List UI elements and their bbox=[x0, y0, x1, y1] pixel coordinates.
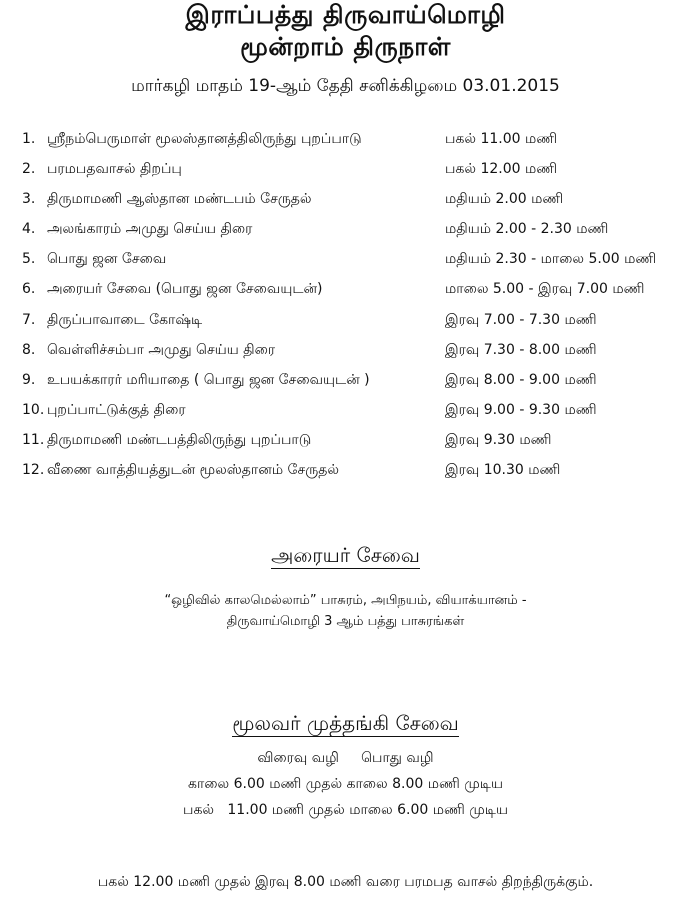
schedule-row bbox=[0, 432, 691, 462]
schedule-number: 6. bbox=[22, 281, 36, 298]
schedule-time: பகல் 11.00 மணி bbox=[445, 131, 558, 147]
schedule-time: மதியம் 2.30 - மாலை 5.00 மணி bbox=[445, 251, 657, 268]
schedule-time: பகல் 12.00 மணி bbox=[445, 161, 558, 178]
title-line-1: இராப்பத்து திருவாய்மொழி bbox=[185, 0, 506, 29]
schedule-row bbox=[0, 131, 691, 161]
schedule-time: இரவு 8.00 - 9.00 மணி bbox=[445, 371, 597, 388]
schedule-number: 2. bbox=[22, 161, 36, 178]
schedule-event: உபயக்காரர் மரியாதை ( பொது ஜன சேவையுடன் ) bbox=[47, 371, 370, 388]
araiyar-sevai-heading: அரையர் சேவை bbox=[271, 543, 420, 567]
schedule-event: புறப்பாட்டுக்குத் திரை bbox=[47, 401, 186, 418]
schedule-number: 7. bbox=[22, 311, 36, 328]
schedule-row bbox=[0, 312, 691, 342]
schedule-time: மதியம் 2.00 மணி bbox=[445, 191, 564, 208]
schedule-number: 12. bbox=[22, 462, 45, 479]
footer-note: பகல் 12.00 மணி முதல் இரவு 8.00 மணி வரை பரமபத வாசல் திறந்திருக்கும். bbox=[97, 874, 594, 890]
schedule-row bbox=[0, 251, 691, 281]
schedule-time: இரவு 10.30 மணி bbox=[445, 462, 561, 479]
schedule-row bbox=[0, 161, 691, 191]
schedule-row bbox=[0, 221, 691, 251]
schedule-number: 1. bbox=[22, 131, 36, 147]
schedule-list bbox=[0, 131, 691, 501]
moolavar-queue-types: விரைவு வழி பொது வழி bbox=[257, 750, 434, 766]
schedule-time: இரவு 7.00 - 7.30 மணி bbox=[445, 311, 597, 328]
schedule-number: 8. bbox=[22, 341, 36, 358]
schedule-number: 11. bbox=[22, 431, 45, 448]
schedule-event: வெள்ளிச்சம்பா அமுது செய்ய திரை bbox=[47, 341, 276, 358]
moolavar-day-timing: பகல் 11.00 மணி முதல் மாலை 6.00 மணி முடிய bbox=[183, 802, 508, 818]
schedule-row bbox=[0, 462, 691, 492]
schedule-number: 10. bbox=[22, 401, 45, 418]
moolavar-sevai-heading: மூலவர் முத்தங்கி சேவை bbox=[232, 711, 459, 735]
schedule-number: 4. bbox=[22, 221, 36, 238]
schedule-time: மதியம் 2.00 - 2.30 மணி bbox=[445, 221, 609, 238]
schedule-event: வீணை வாத்தியத்துடன் மூலஸ்தானம் சேருதல் bbox=[47, 462, 339, 479]
schedule-event: அலங்காரம் அமுது செய்ய திரை bbox=[47, 221, 253, 238]
schedule-event: அரையர் சேவை (பொது ஜன சேவையுடன்) bbox=[47, 281, 323, 298]
schedule-time: இரவு 9.30 மணி bbox=[445, 431, 552, 448]
schedule-row bbox=[0, 281, 691, 311]
title-line-2: மூன்றாம் திருநாள் bbox=[240, 32, 451, 61]
schedule-time: மாலை 5.00 - இரவு 7.00 மணி bbox=[445, 281, 645, 298]
schedule-row bbox=[0, 402, 691, 432]
schedule-time: இரவு 9.00 - 9.30 மணி bbox=[445, 401, 597, 418]
schedule-time: இரவு 7.30 - 8.00 மணி bbox=[445, 341, 597, 358]
schedule-row bbox=[0, 372, 691, 402]
moolavar-morning-timing: காலை 6.00 மணி முதல் காலை 8.00 மணி முடிய bbox=[188, 776, 503, 792]
schedule-number: 9. bbox=[22, 371, 36, 388]
schedule-row bbox=[0, 191, 691, 221]
schedule-event: பொது ஜன சேவை bbox=[47, 251, 167, 268]
schedule-number: 3. bbox=[22, 191, 36, 208]
araiyar-description-line-2: திருவாய்மொழி 3 ஆம் பத்து பாசுரங்கள் bbox=[226, 614, 465, 629]
araiyar-description-line-1: “ஒழிவில் காலமெல்லாம்” பாசுரம், அபிநயம், வியாக்யானம் - bbox=[164, 593, 527, 608]
schedule-event: திருப்பாவாடை கோஷ்டி bbox=[47, 311, 203, 328]
schedule-event: ஸ்ரீநம்பெருமாள் மூலஸ்தானத்திலிருந்து புறப்பாடு bbox=[47, 131, 362, 147]
schedule-row bbox=[0, 342, 691, 372]
schedule-event: பரமபதவாசல் திறப்பு bbox=[47, 161, 182, 178]
schedule-event: திருமாமணி மண்டபத்திலிருந்து புறப்பாடு bbox=[47, 431, 312, 448]
schedule-number: 5. bbox=[22, 251, 36, 268]
schedule-event: திருமாமணி ஆஸ்தான மண்டபம் சேருதல் bbox=[47, 191, 312, 208]
date-line: மார்கழி மாதம் 19-ஆம் தேதி சனிக்கிழமை 03.01.2015 bbox=[131, 76, 560, 96]
